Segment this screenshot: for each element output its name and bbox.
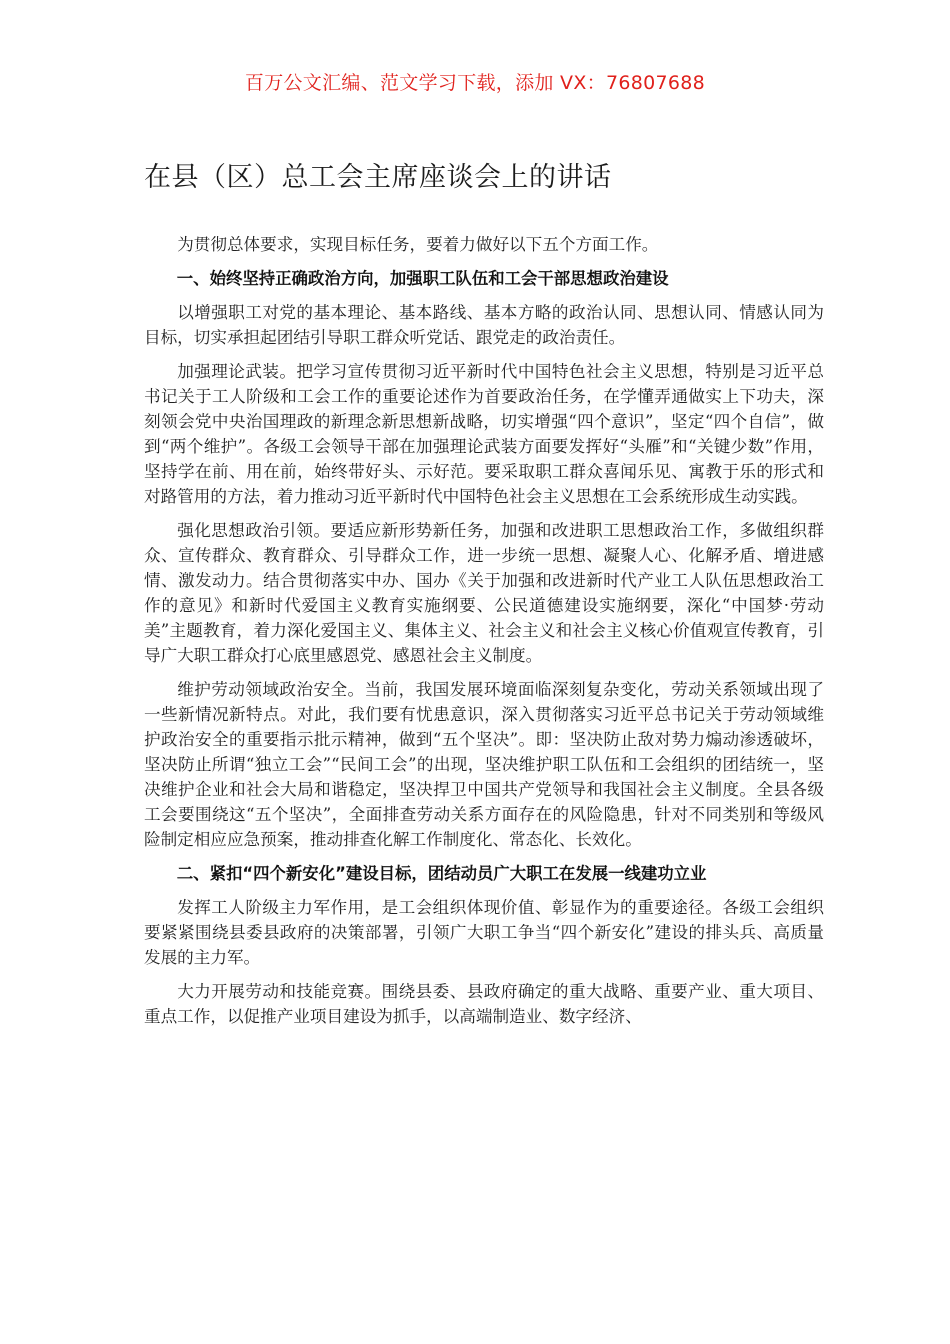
paragraph: 大力开展劳动和技能竞赛。围绕县委、县政府确定的重大战略、重要产业、重大项目、重点工作，以促推产业项目建设为抓手，以高端制造业、数字经济、 (144, 982, 824, 1026)
section-heading: 二、紧扣“四个新安化”建设目标，团结动员广大职工在发展一线建功立业 (176, 864, 707, 883)
document-title: 在县（区）总工会主席座谈会上的讲话 (144, 162, 612, 193)
paragraph: 以增强职工对党的基本理论、基本路线、基本方略的政治认同、思想认同、情感认同为目标，切实承担起团结引导职工群众听党话、跟党走的政治责任。 (144, 303, 824, 347)
promo-banner: 百万公文汇编、范文学习下载，添加 VX：76807688 (244, 72, 706, 94)
paragraph: 为贯彻总体要求，实现目标任务，要着力做好以下五个方面工作。 (177, 235, 659, 254)
paragraph: 维护劳动领域政治安全。当前，我国发展环境面临深刻复杂变化，劳动关系领域出现了一些新情况新特点。对此，我们要有忧患意识，深入贯彻落实习近平总书记关于劳动领域维护政治安全的重要指示批示精神，做到“五个坚决”。即：坚决防止敌对势力煽动渗透破坏，坚决防止所谓“独立工会”“民间工会”的出现，坚决维护职工队伍和工会组织的团结统一，坚决维护企业和社会大局和谐稳定，坚决捍卫中国共产党领导和我国社会主义制度。全县各级工会要围绕这“五个坚决”，全面排查劳动关系方面存在的风险隐患，针对不同类别和等级风险制定相应应急预案，推动排查化解工作制度化、常态化、长效化。 (144, 680, 824, 849)
paragraph: 强化思想政治引领。要适应新形势新任务，加强和改进职工思想政治工作，多做组织群众、宣传群众、教育群众、引导群众工作，进一步统一思想、凝聚人心、化解矛盾、增进感情、激发动力。结合贯彻落实中办、国办《关于加强和改进新时代产业工人队伍思想政治工作的意见》和新时代爱国主义教育实施纲要、公民道德建设实施纲要，深化“中国梦·劳动美”主题教育，着力深化爱国主义、集体主义、社会主义和社会主义核心价值观宣传教育，引导广大职工群众打心底里感恩党、感恩社会主义制度。 (144, 521, 824, 665)
document-body (144, 232, 824, 1038)
paragraph: 发挥工人阶级主力军作用，是工会组织体现价值、彰显作为的重要途径。各级工会组织要紧紧围绕县委县政府的决策部署，引领广大职工争当“四个新安化”建设的排头兵、高质量发展的主力军。 (144, 898, 824, 967)
section-heading: 一、始终坚持正确政治方向，加强职工队伍和工会干部思想政治建设 (176, 269, 669, 288)
paragraph: 加强理论武装。把学习宣传贯彻习近平新时代中国特色社会主义思想，特别是习近平总书记关于工人阶级和工会工作的重要论述作为首要政治任务，在学懂弄通做实上下功夫，深刻领会党中央治国理政的新理念新思想新战略，切实增强“四个意识”，坚定“四个自信”，做到“两个维护”。各级工会领导干部在加强理论武装方面要发挥好“头雁”和“关键少数”作用，坚持学在前、用在前，始终带好头、示好范。要采取职工群众喜闻乐见、寓教于乐的形式和对路管用的方法，着力推动习近平新时代中国特色社会主义思想在工会系统形成生动实践。 (144, 362, 824, 506)
